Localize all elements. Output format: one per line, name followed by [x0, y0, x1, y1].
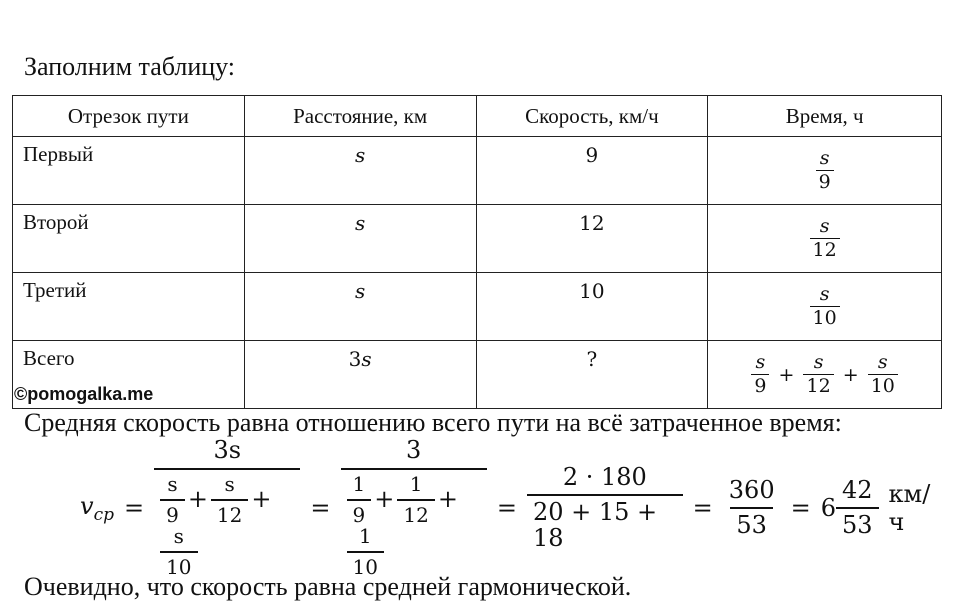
- speed-cell: 10: [476, 273, 708, 341]
- data-table: [12, 95, 942, 409]
- speed-cell-total: ?: [476, 341, 708, 409]
- time-fraction: $\frac{s}{10}$: [810, 285, 840, 329]
- formula-lhs: $v_{ср}$: [80, 491, 114, 525]
- formula-fraction-1: 3s $\frac{s}{9}$ + $\frac{s}{12}$ + $\frac{s}{10}$: [154, 438, 300, 577]
- equals-sign: =: [123, 494, 145, 522]
- table-row-total: [13, 341, 942, 409]
- mixed-number-result: 6 $\frac{42}{53}$: [821, 478, 879, 538]
- distance-cell-total: 3s: [244, 341, 476, 409]
- equals-sign: =: [496, 494, 517, 522]
- time-fraction: $\frac{s}{9}$: [816, 149, 834, 193]
- watermark: ©pomogalka.me: [14, 384, 154, 404]
- time-fraction: $\frac{s}{10}$: [868, 353, 898, 397]
- segment-cell: Первый: [13, 137, 245, 205]
- time-cell: [708, 205, 942, 273]
- formula-fraction-2: 3 $\frac{1}{9}$ + $\frac{1}{12}$ + $\frac{1}{10}$: [341, 438, 487, 577]
- plus-sign: +: [842, 363, 859, 386]
- speed-cell: 12: [476, 205, 708, 273]
- conclusion-text: Очевидно, что скорость равна средней гармонической.: [24, 572, 632, 601]
- speed-formula: [80, 436, 940, 579]
- header-distance: Расстояние, км: [244, 96, 476, 137]
- equals-sign: =: [790, 494, 811, 522]
- distance-cell: s: [244, 137, 476, 205]
- time-cell: [708, 273, 942, 341]
- time-cell: [708, 137, 942, 205]
- equals-sign: =: [310, 494, 331, 522]
- time-fraction: $\frac{s}{9}$: [751, 353, 769, 397]
- formula-fraction-3: $\frac{2 \cdot 180}{20 + 15 + 18}$: [527, 465, 683, 551]
- equals-sign: =: [692, 494, 713, 522]
- header-speed: Скорость, км/ч: [476, 96, 708, 137]
- segment-cell: Третий: [13, 273, 245, 341]
- table-row: [13, 137, 942, 205]
- unit-label: км/ч: [888, 480, 931, 536]
- header-time: Время, ч: [708, 96, 942, 137]
- distance-cell: s: [244, 205, 476, 273]
- average-speed-text: Средняя скорость равна отношению всего пути на всё затраченное время:: [24, 408, 842, 437]
- table-header-row: [13, 96, 942, 137]
- time-fraction: $\frac{s}{12}$: [803, 353, 833, 397]
- segment-cell-total: [13, 341, 245, 409]
- header-segment: Отрезок пути: [13, 96, 245, 137]
- formula-fraction-4: $\frac{360}{53}$: [728, 475, 775, 539]
- segment-cell: Второй: [13, 205, 245, 273]
- total-label: Всего: [23, 346, 75, 370]
- time-fraction: $\frac{s}{12}$: [810, 217, 840, 261]
- speed-cell: 9: [476, 137, 708, 205]
- table-row: [13, 205, 942, 273]
- plus-sign: +: [778, 363, 795, 386]
- table-row: [13, 273, 942, 341]
- time-cell-total: [708, 341, 942, 409]
- intro-text: Заполним таблицу:: [24, 52, 236, 81]
- distance-cell: s: [244, 273, 476, 341]
